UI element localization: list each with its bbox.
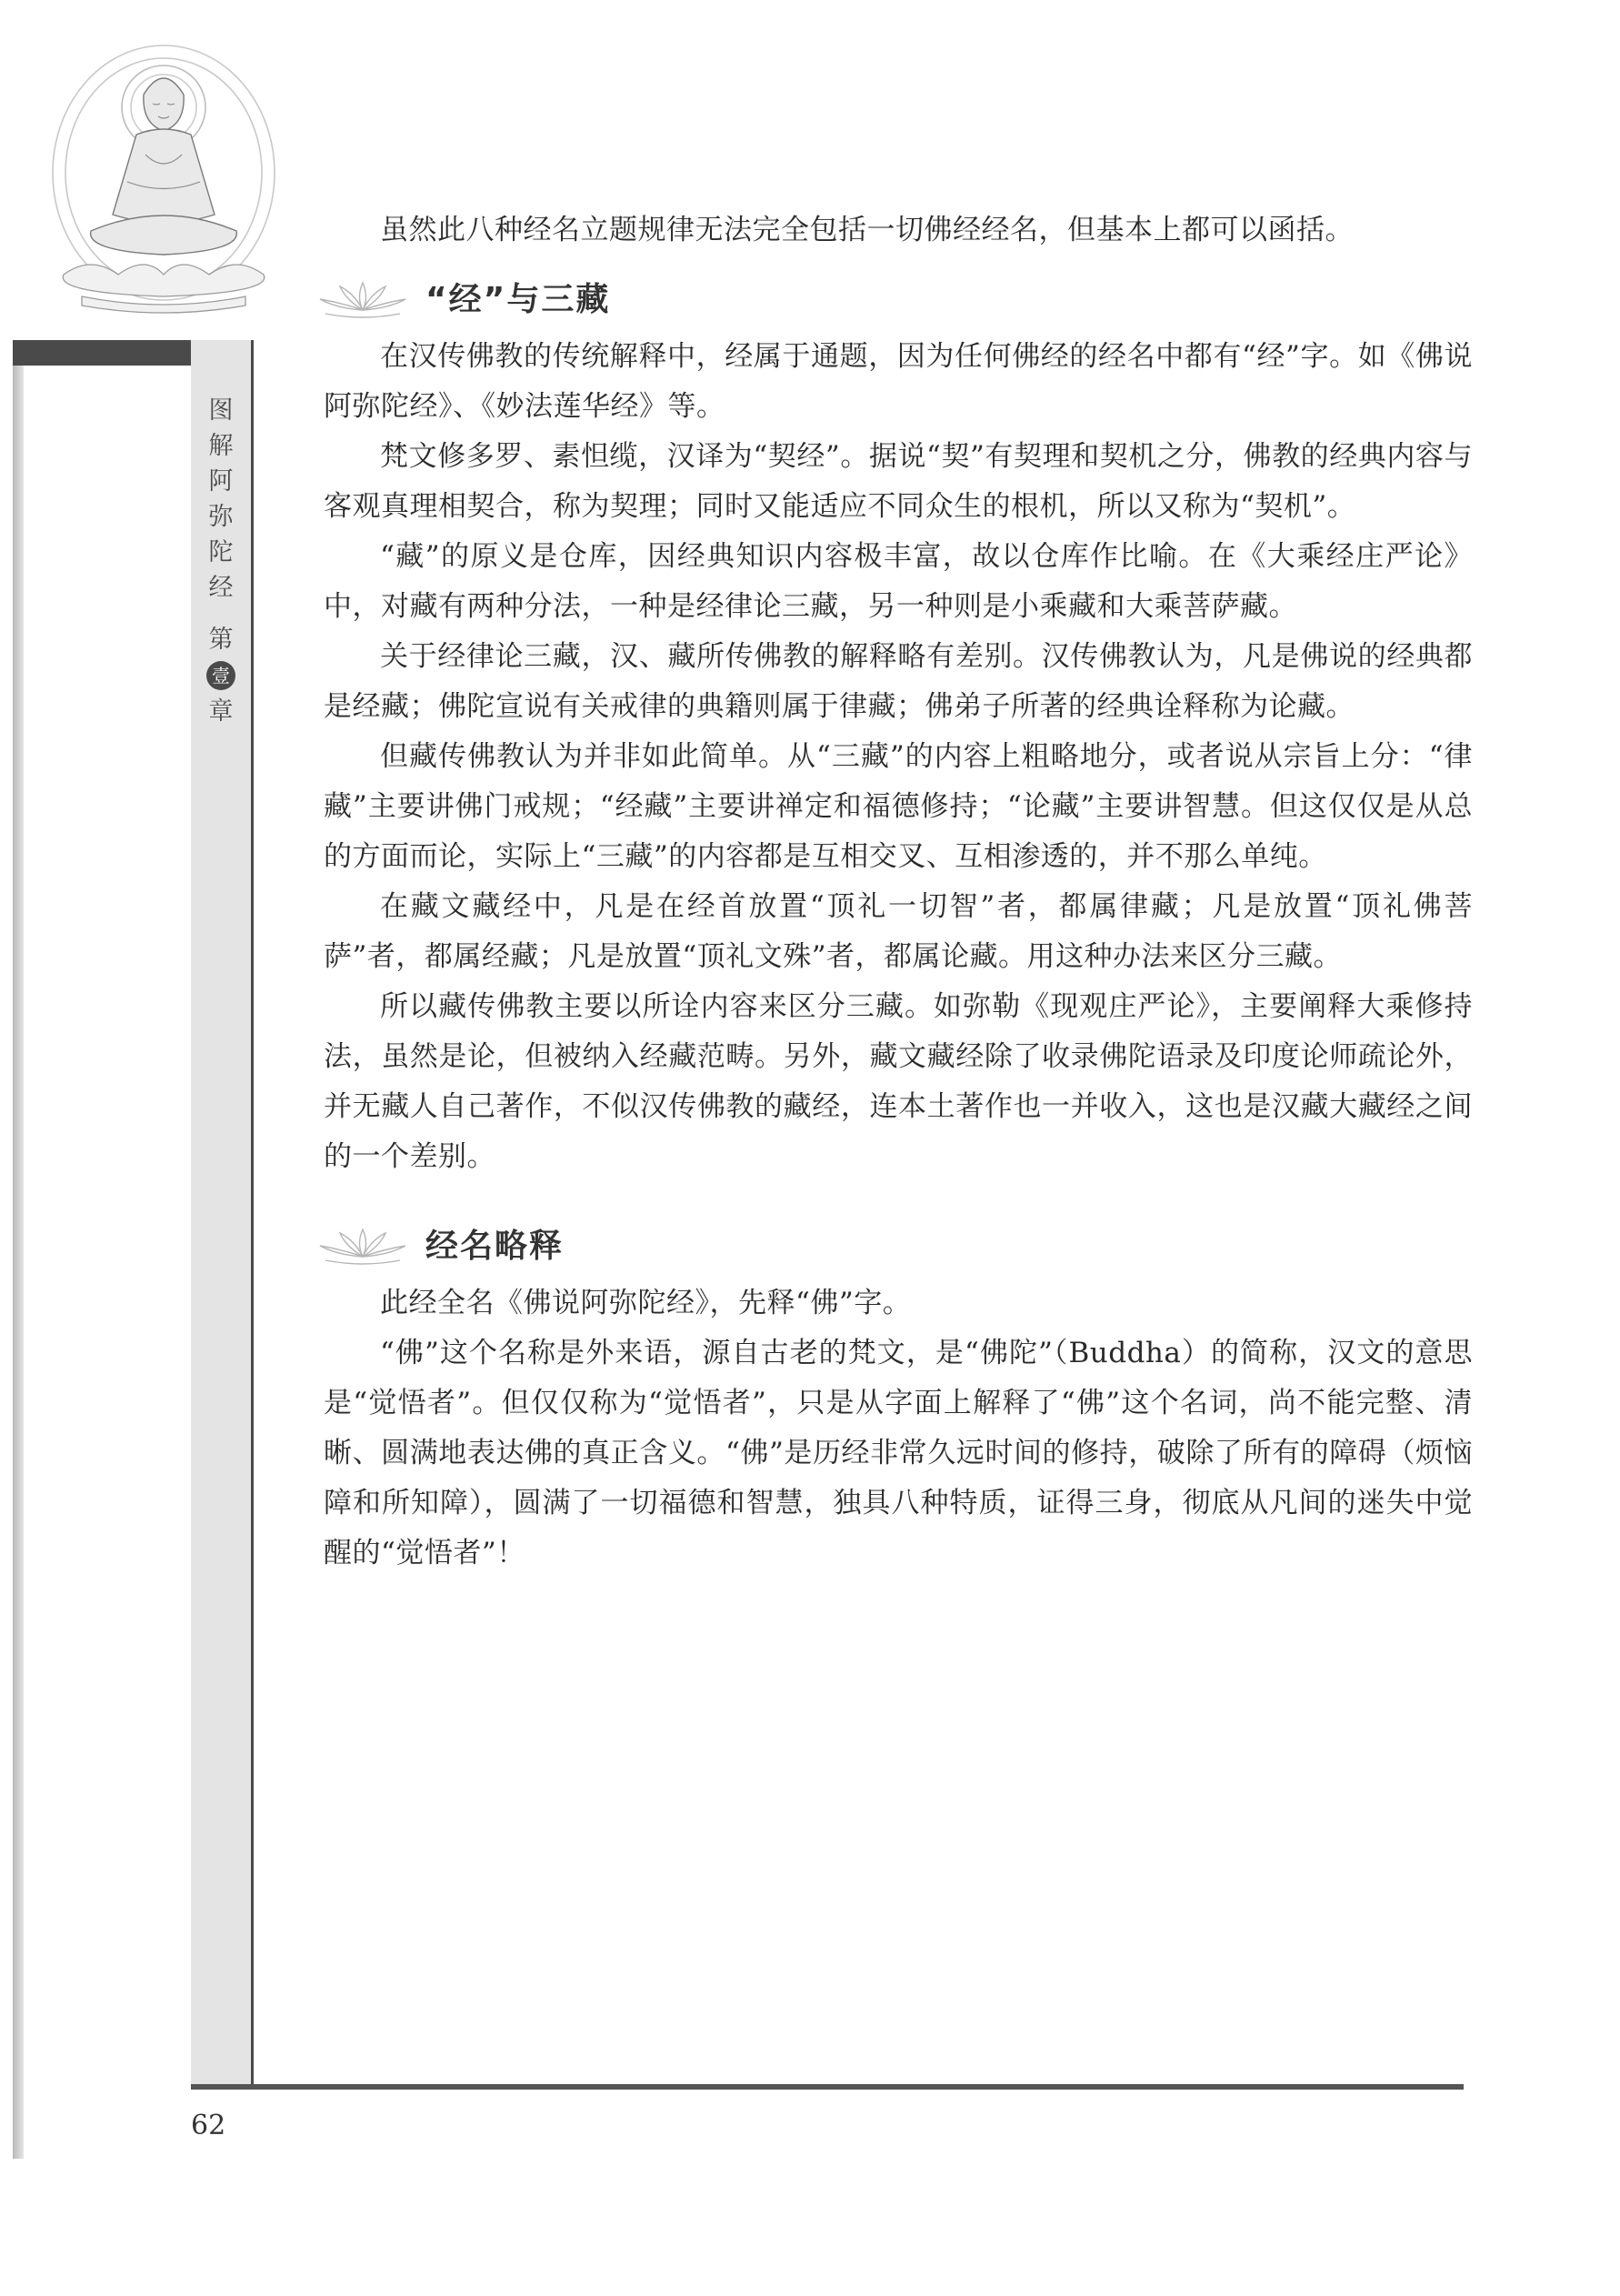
buddha-illustration bbox=[36, 36, 291, 318]
running-title-char: 解 bbox=[208, 432, 234, 460]
body-paragraph: 关于经律论三藏，汉、藏所传佛教的解释略有差别。汉传佛教认为，凡是佛说的经典都是经藏；佛陀宣说有关戒律的典籍则属于律藏；佛弟子所著的经典诠释称为论藏。 bbox=[324, 640, 1473, 723]
chapter-number-badge: 壹 bbox=[206, 661, 235, 690]
body-paragraph: 但藏传佛教认为并非如此简单。从“三藏”的内容上粗略地分，或者说从宗旨上分：“律藏”主要讲佛门戒规；“经藏”主要讲禅定和福德修持；“论藏”主要讲智慧。但这仅仅是从总的方面而论，实际上“三藏”的内容都是互相交叉、互相渗透的，并不那么单纯。 bbox=[324, 740, 1473, 873]
main-content bbox=[324, 206, 1473, 1579]
chapter-prefix: 第 bbox=[208, 626, 234, 654]
body-paragraph: “佛”这个名称是外来语，源自古老的梵文，是“佛陀”（Buddha）的简称，汉文的意思是“觉悟者”。但仅仅称为“觉悟者”，只是从字面上解释了“佛”这个名词，尚不能完整、清晰、圆满地表达佛的真正含义。“佛”是历经非常久远时间的修持，破除了所有的障碍（烦恼障和所知障），圆满了一切福德和智慧，独具八种特质，证得三身，彻底从凡间的迷失中觉醒的“觉悟者”！ bbox=[324, 1337, 1473, 1569]
running-title-char: 弥 bbox=[208, 503, 234, 531]
bottom-rule bbox=[191, 2084, 1464, 2090]
running-title-char: 阿 bbox=[208, 467, 234, 496]
body-paragraph: “藏”的原义是仓库，因经典知识内容极丰富，故以仓库作比喻。在《大乘经庄严论》中，对藏有两种分法，一种是经律论三藏，另一种则是小乘藏和大乘菩萨藏。 bbox=[324, 540, 1473, 623]
section-heading-jing-sanzang bbox=[324, 268, 1473, 332]
chapter-suffix: 章 bbox=[208, 697, 234, 726]
lotus-icon bbox=[313, 1224, 413, 1268]
body-paragraph: 所以藏传佛教主要以所诠内容来区分三藏。如弥勒《现观庄严论》，主要阐释大乘修持法，虽然是论，但被纳入经藏范畴。另外，藏文藏经除了收录佛陀语录及印度论师疏论外，并无藏人自己著作，不似汉传佛教的藏经，连本土著作也一并收入，这也是汉藏大藏经之间的一个差别。 bbox=[324, 990, 1473, 1173]
running-title-char: 陀 bbox=[208, 538, 234, 566]
section-heading-text: 经名略释 bbox=[425, 1228, 565, 1265]
body-paragraph: 在汉传佛教的传统解释中，经属于通题，因为任何佛经的经名中都有“经”字。如《佛说阿弥陀经》、《妙法莲华经》等。 bbox=[324, 340, 1473, 423]
body-paragraph: 在藏文藏经中，凡是在经首放置“顶礼一切智”者，都属律藏；凡是放置“顶礼佛菩萨”者，都属经藏；凡是放置“顶礼文殊”者，都属论藏。用这种办法来区分三藏。 bbox=[324, 890, 1473, 973]
lotus-icon bbox=[313, 277, 413, 321]
running-title-char: 经 bbox=[208, 574, 234, 602]
running-title bbox=[191, 393, 251, 729]
body-paragraph: 梵文修多罗、素怛缆，汉译为“契经”。据说“契”有契理和契机之分，佛教的经典内容与客观真理相契合，称为契理；同时又能适应不同众生的根机，所以又称为“契机”。 bbox=[324, 440, 1473, 523]
running-title-char: 图 bbox=[208, 396, 234, 425]
section-heading-jingming bbox=[324, 1215, 1473, 1278]
body-paragraph: 此经全名《佛说阿弥陀经》，先释“佛”字。 bbox=[380, 1287, 912, 1319]
section-heading-text: “经”与三藏 bbox=[425, 281, 611, 318]
page-number: 62 bbox=[191, 2110, 226, 2141]
intro-paragraph: 虽然此八种经名立题规律无法完全包括一切佛经经名，但基本上都可以函括。 bbox=[380, 214, 1354, 246]
side-shade bbox=[13, 340, 24, 2159]
